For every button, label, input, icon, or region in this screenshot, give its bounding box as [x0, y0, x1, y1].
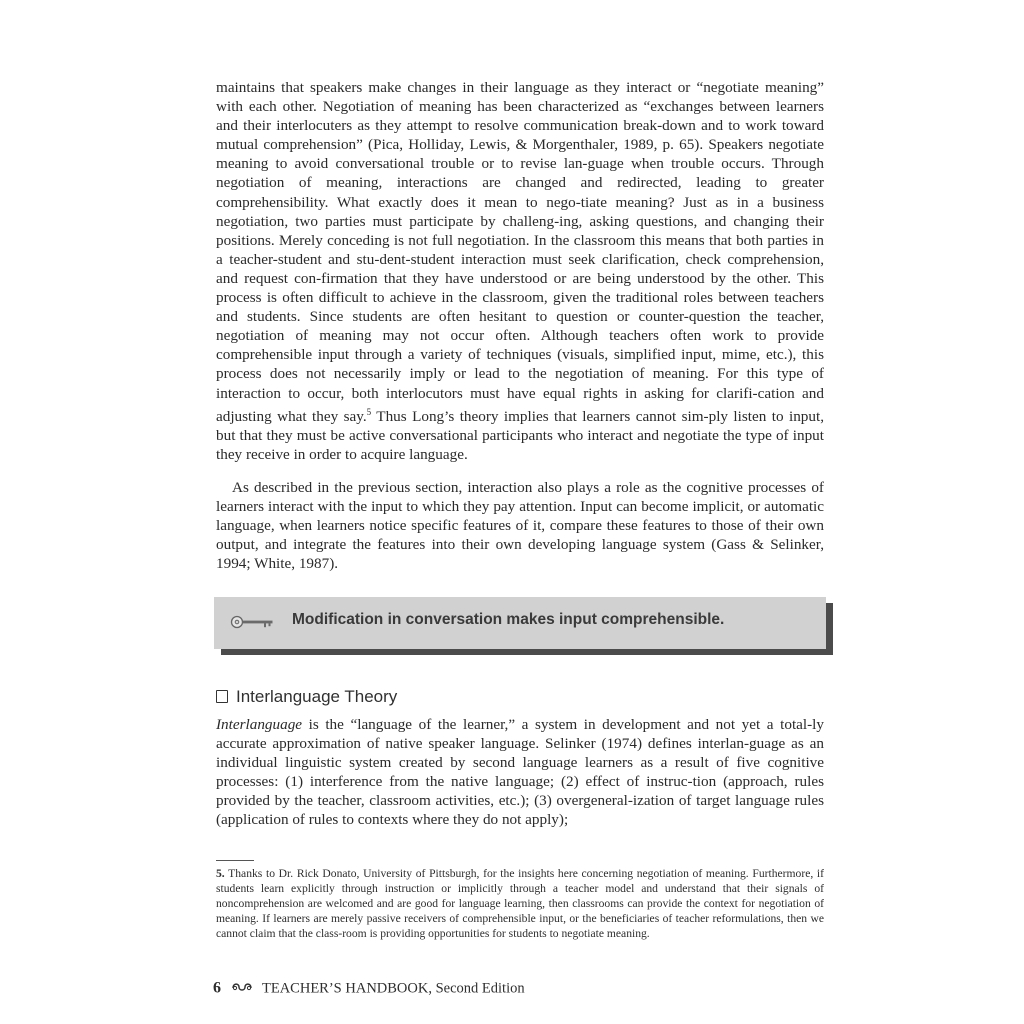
- body-paragraph-3: [216, 715, 824, 830]
- paragraph-text: is the “language of the learner,” a system in development and not yet a total-ly accurate approximation of native speaker language. Selinker (1974) defines interlan-guage as an individual linguistic system created by second language learners as a result of five cognitive processes: (1) interference from the native language; (2) effect of instruc-tion (approach, rules provided by the teacher, classroom activities, etc.); (3) overgeneral-ization of target language rules (application of rules to contexts where they do not apply);: [216, 716, 824, 829]
- footnote: [216, 866, 824, 941]
- paragraph-text-continued: Thus Long’s theory implies that learners cannot sim-ply listen to input, but that they must be active conversational participants who interact and negotiate the type of input they receive in order to acquire language.: [216, 407, 824, 463]
- book-title: TEACHER’S HANDBOOK, Second Edition: [262, 980, 525, 997]
- footnote-text: Thanks to Dr. Rick Donato, University of Pittsburgh, for the insights here concerning negotiation of meaning. Furthermore, if students learn explicitly through instruction or implicitly through a teacher model and understand that their signals of noncomprehension are welcomed and are good for language learning, then classrooms can provide the context for negotiation of meaning. If learners are merely passive receivers of comprehensible input, or the beneficiaries of teacher reformulations, then we cannot claim that the class-room is providing opportunities for students to negotiate meaning.: [216, 867, 824, 941]
- checkbox-icon: [216, 690, 228, 703]
- body-paragraph-1: [216, 78, 824, 464]
- section-title: Interlanguage Theory: [236, 687, 398, 706]
- paragraph-text: maintains that speakers make changes in their language as they interact or “negotiate meaning” with each other. Negotiation of meaning has been characterized as “exchanges between learners and their interlocuters as they attempt to resolve communication break-down and to work toward mutual comprehension” (Pica, Holliday, Lewis, & Morgenthaler, 1989, p. 65). Speakers negotiate meaning to avoid conversational trouble or to revise lan-guage when trouble occurs. Through negotiation of meaning, interactions are changed and redirected, leading to greater comprehensibility. What exactly does it mean to nego-tiate meaning? Just as in a business negotiation, two parties must participate by challeng-ing, asking questions, and changing their positions. Merely conceding is not full negotiation. In the classroom this means that both parties in a teacher-student and stu-dent-student interaction must seek clarification, check comprehension, and request con-firmation that they have understood or are being understood by the other. This process is often difficult to achieve in the classroom, given the traditional roles between teachers and students. Since students are often hesitant to question or counter-question the teacher, negotiation of meaning may not occur often. Although teachers often work to provide comprehensible input through a variety of techniques (visuals, simplified input, mime, etc.), this process does not necessarily imply or lead to the negotiation of meaning. For this type of interaction to occur, both interlocutors must have equal rights in asking for clarifi-cation and adjusting what they say.: [216, 79, 824, 425]
- footnote-divider: [216, 860, 254, 861]
- defined-term: Interlanguage: [216, 716, 303, 733]
- callout-text: Modification in conversation makes input comprehensible.: [292, 611, 725, 628]
- footnote-number: 5.: [216, 867, 225, 880]
- running-footer: [213, 978, 525, 1000]
- ornament-icon: [231, 978, 253, 998]
- footnote-reference: 5: [366, 406, 372, 417]
- section-heading: [216, 686, 397, 708]
- key-icon: [230, 613, 274, 636]
- page-number: 6: [213, 979, 221, 997]
- body-paragraph-2: As described in the previous section, interaction also plays a role as the cognitive processes of learners interact with the input to which they pay attention. Input can become implicit, or automatic language, when learners notice specific features of it, compare these features to those of their own output, and integrate the features into their own developing language system (Gass & Selinker, 1994; White, 1987).: [216, 479, 824, 573]
- key-idea-callout: [214, 597, 826, 649]
